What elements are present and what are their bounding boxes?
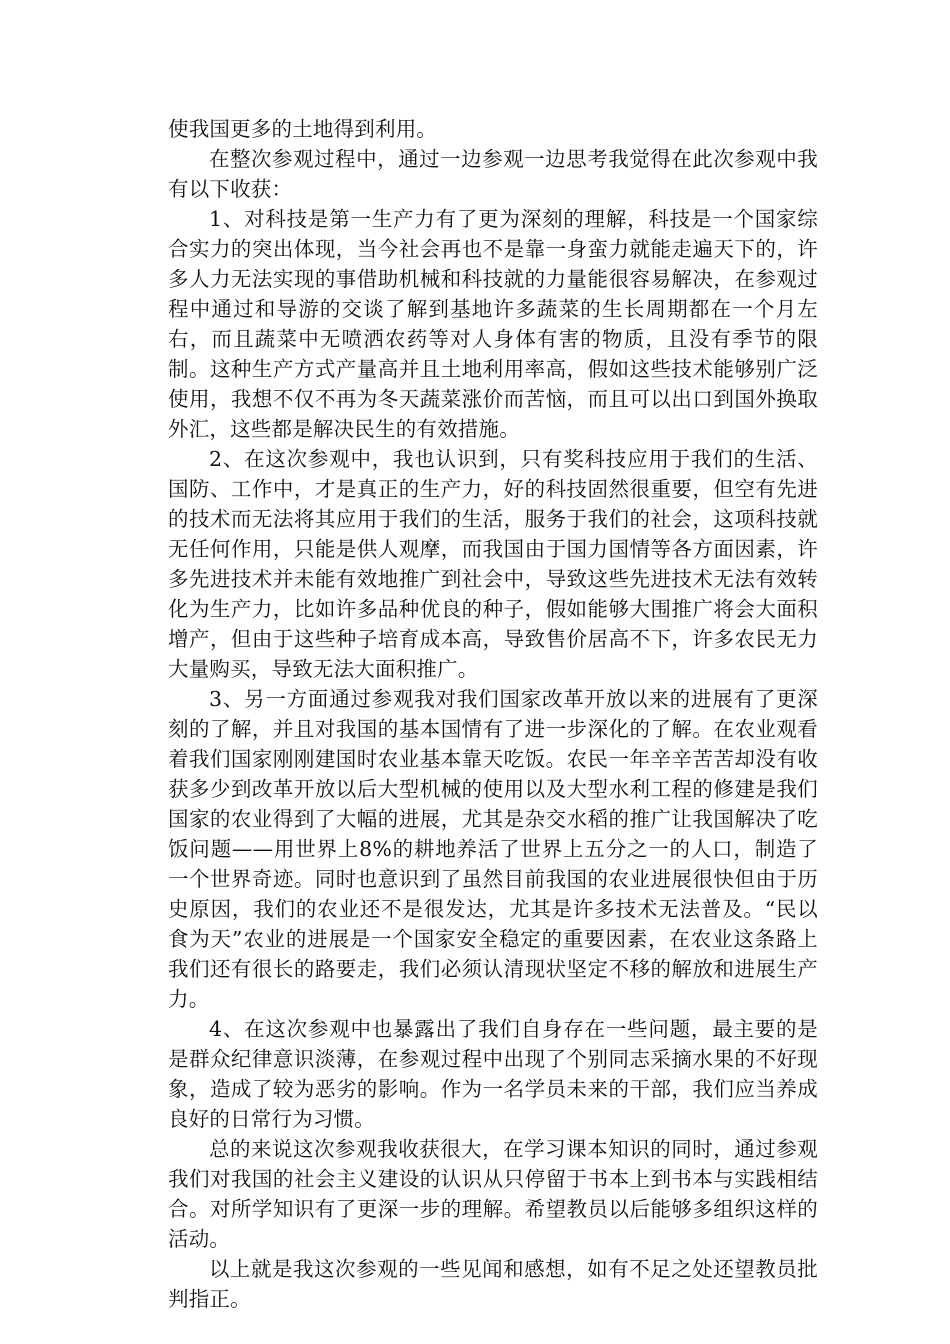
paragraph-point-2: 2、在这次参观中，我也认识到，只有奖科技应用于我们的生活、国防、工作中，才是真正的生产力，好的科技固然很重要，但空有先进的技术而无法将其应用于我们的生活，服务于我们的社会，这项科技就无任何作用，只能是供人观摩，而我国由于国力国情等各方面因素，许多先进技术并未能有效地推广到社会中，导致这些先进技术无法有效转化为生产力，比如许多品种优良的种子，假如能够大围推广将会大面积增产，但由于这些种子培育成本高，导致售价居高不下，许多农民无力大量购买，导致无法大面积推广。	[168, 447, 818, 681]
paragraph-intro: 在整次参观过程中，通过一边参观一边思考我觉得在此次参观中我有以下收获：	[168, 147, 818, 201]
paragraph-continuation: 使我国更多的土地得到利用。	[168, 117, 438, 141]
paragraph-point-1: 1、对科技是第一生产力有了更为深刻的理解，科技是一个国家综合实力的突出体现，当今社会再也不是靠一身蛮力就能走遍天下的，许多人力无法实现的事借助机械和科技就的力量能很容易解决，在参观过程中通过和导游的交谈了解到基地许多蔬菜的生长周期都在一个月左右，而且蔬菜中无喷洒农药等对人身体有害的物质，且没有季节的限制。这种生产方式产量高并且土地利用率高，假如这些技术能够别广泛使用，我想不仅不再为冬天蔬菜涨价而苦恼，而且可以出口到国外换取外汇，这些都是解决民生的有效措施。	[168, 207, 818, 441]
paragraph-point-4: 4、在这次参观中也暴露出了我们自身存在一些问题，最主要的是是群众纪律意识淡薄，在参观过程中出现了个别同志采摘水果的不好现象，造成了较为恶劣的影响。作为一名学员未来的干部，我们应当养成良好的日常行为习惯。	[168, 1017, 818, 1131]
paragraph-point-3: 3、另一方面通过参观我对我们国家改革开放以来的进展有了更深刻的了解，并且对我国的基本国情有了进一步深化的了解。在农业观看着我们国家刚刚建国时农业基本靠天吃饭。农民一年辛辛苦苦却没有收获多少到改革开放以后大型机械的使用以及大型水利工程的修建是我们国家的农业得到了大幅的进展，尤其是杂交水稻的推广让我国解决了吃饭问题——用世界上8%的耕地养活了世界上五分之一的人口，制造了一个世界奇迹。同时也意识到了虽然目前我国的农业进展很快但由于历史原因，我们的农业还不是很发达，尤其是许多技术无法普及。“民以食为天”农业的进展是一个国家安全稳定的重要因素，在农业这条路上我们还有很长的路要走，我们必须认清现状坚定不移的解放和进展生产力。	[168, 687, 818, 1011]
document-body	[168, 114, 818, 1314]
paragraph-summary: 总的来说这次参观我收获很大，在学习课本知识的同时，通过参观我们对我国的社会主义建设的认识从只停留于书本上到书本与实践相结合。对所学知识有了更深一步的理解。希望教员以后能够多组织这样的活动。	[168, 1137, 818, 1251]
paragraph-closing: 以上就是我这次参观的一些见闻和感想，如有不足之处还望教员批判指正。	[168, 1257, 818, 1311]
